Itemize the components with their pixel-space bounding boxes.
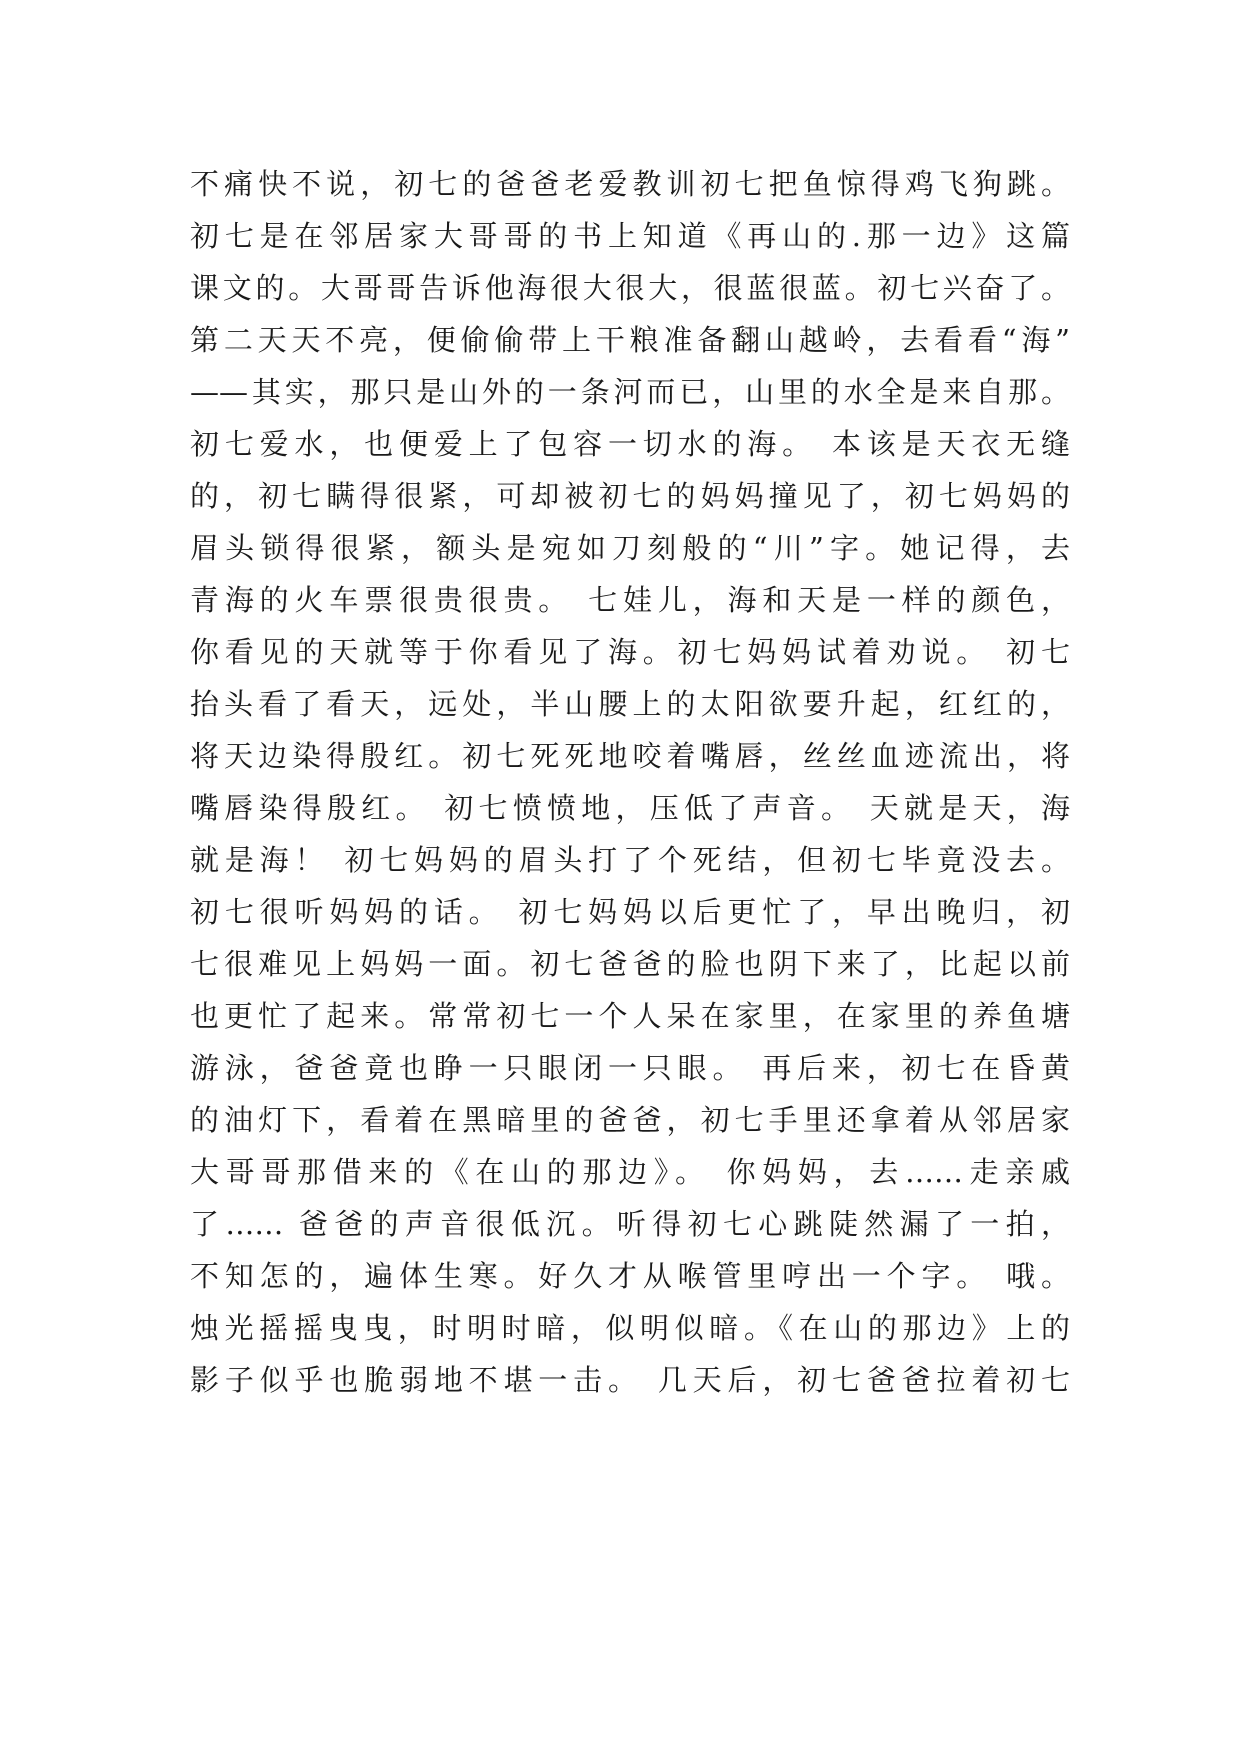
text-line: 眉头锁得很紧，额头是宛如刀刻般的“川”字。她记得，去 <box>190 531 1070 565</box>
text-line: 的，初七瞒得很紧，可却被初七的妈妈撞见了，初七妈妈的 <box>190 479 1070 513</box>
text-line: 青海的火车票很贵很贵。 七娃儿，海和天是一样的颜色， <box>190 583 1070 617</box>
text-line: 不痛快不说，初七的爸爸老爱教训初七把鱼惊得鸡飞狗跳。 <box>190 167 1070 201</box>
text-line: 抬头看了看天，远处，半山腰上的太阳欲要升起，红红的， <box>190 687 1070 721</box>
text-line: 了…… 爸爸的声音很低沉。听得初七心跳陡然漏了一拍， <box>190 1207 1070 1241</box>
text-line: 影子似乎也脆弱地不堪一击。 几天后，初七爸爸拉着初七 <box>190 1363 1070 1397</box>
text-line: 也更忙了起来。常常初七一个人呆在家里，在家里的养鱼塘 <box>190 999 1070 1033</box>
text-line: 第二天天不亮，便偷偷带上干粮准备翻山越岭，去看看“海” <box>190 323 1070 357</box>
text-line: 你看见的天就等于你看见了海。初七妈妈试着劝说。 初七 <box>190 635 1070 669</box>
text-line: ——其实，那只是山外的一条河而已，山里的水全是来自那。 <box>190 375 1070 409</box>
text-line: 不知怎的，遍体生寒。好久才从喉管里哼出一个字。 哦。 <box>190 1259 1070 1293</box>
text-line: 初七是在邻居家大哥哥的书上知道《再山的.那一边》这篇 <box>190 219 1070 253</box>
body-text <box>190 158 1070 1406</box>
text-line: 大哥哥那借来的《在山的那边》。 你妈妈，去……走亲戚 <box>190 1155 1070 1189</box>
text-line: 初七很听妈妈的话。 初七妈妈以后更忙了，早出晚归，初 <box>190 895 1070 929</box>
text-line: 初七爱水，也便爱上了包容一切水的海。 本该是天衣无缝 <box>190 427 1070 461</box>
text-line: 游泳，爸爸竟也睁一只眼闭一只眼。 再后来，初七在昏黄 <box>190 1051 1070 1085</box>
text-line: 就是海！ 初七妈妈的眉头打了个死结，但初七毕竟没去。 <box>190 843 1070 877</box>
text-line: 课文的。大哥哥告诉他海很大很大，很蓝很蓝。初七兴奋了。 <box>190 271 1070 305</box>
text-line: 烛光摇摇曳曳，时明时暗，似明似暗。《在山的那边》上的 <box>190 1311 1070 1345</box>
text-line: 嘴唇染得殷红。 初七愤愤地，压低了声音。 天就是天，海 <box>190 791 1070 825</box>
text-line: 的油灯下，看着在黑暗里的爸爸，初七手里还拿着从邻居家 <box>190 1103 1070 1137</box>
text-line: 七很难见上妈妈一面。初七爸爸的脸也阴下来了，比起以前 <box>190 947 1070 981</box>
text-line: 将天边染得殷红。初七死死地咬着嘴唇，丝丝血迹流出，将 <box>190 739 1070 773</box>
